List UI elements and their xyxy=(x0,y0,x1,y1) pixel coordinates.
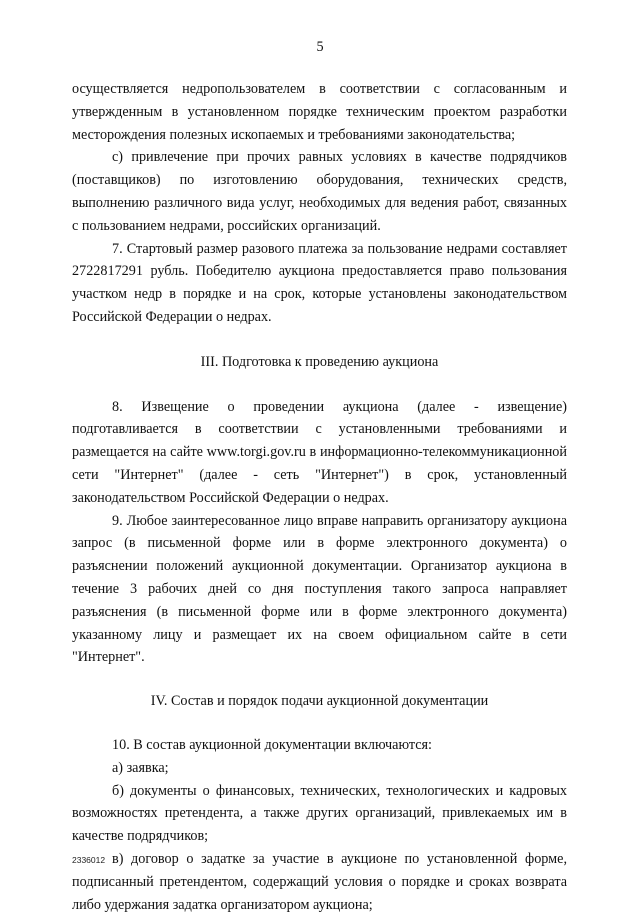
paragraph-item-c: с) привлечение при прочих равных условиях в качестве подрядчиков (поставщиков) по изготовлению оборудования, технических средств, выполнению различного вида услуг, необходимых для ведения работ, связанных с пользованием недрами, российских организаций. xyxy=(72,149,567,234)
paragraph-7: 7. Стартовый размер разового платежа за пользование недрами составляет 2722817291 рубль. Победителю аукциона предоставляется право пользования участком недр в порядке и на срок, которые установлены законодательством Российской Федерации о недрах. xyxy=(72,240,567,325)
list-item-a: а) заявка; xyxy=(112,759,169,776)
paragraph-8: 8. Извещение о проведении аукциона (далее - извещение) подготавливается в соответствии с установленными требованиями и размещается на сайте www.torgi.gov.ru в информационно-телекоммуникационной сети "Интернет" (далее - сеть "Интернет") в срок, установленный законодательством Российской Федерации о недрах. xyxy=(72,398,567,506)
section-heading-iv: IV. Состав и порядок подачи аукционной документации xyxy=(150,693,489,710)
list-item-v: в) договор о задатке за участие в аукционе по установленной форме, подписанный претендентом, содержащий условия о порядке и сроках возврата либо удержания задатка организатором аукциона; xyxy=(72,850,567,913)
section-heading-iii: III. Подготовка к проведению аукциона xyxy=(200,353,439,370)
paragraph-10: 10. В состав аукционной документации включаются: xyxy=(112,736,432,753)
paragraph-continuation: осуществляется недропользователем в соответствии с согласованным и утвержденным в установленном порядке техническим проектом разработки месторождения полезных ископаемых и требованиями законодательства; xyxy=(72,81,567,143)
footer-document-code: 2336012 xyxy=(72,855,106,865)
document-body xyxy=(72,78,567,916)
list-item-b: б) документы о финансовых, технических, технологических и кадровых возможностях претендента, а также других организаций, привлекаемых им в качестве подрядчиков; xyxy=(72,782,567,845)
page-number: 5 xyxy=(316,39,324,55)
paragraph-9: 9. Любое заинтересованное лицо вправе направить организатору аукциона запрос (в письменной форме или в форме электронного документа) о разъяснении положений аукционной документации. Организатор аукциона в течение 3 рабочих дней со дня поступления такого запроса направляет разъяснения (в письменной форме или в форме электронного документа) указанному лицу и размещает их на своем официальном сайте в сети "Интернет". xyxy=(72,512,567,666)
